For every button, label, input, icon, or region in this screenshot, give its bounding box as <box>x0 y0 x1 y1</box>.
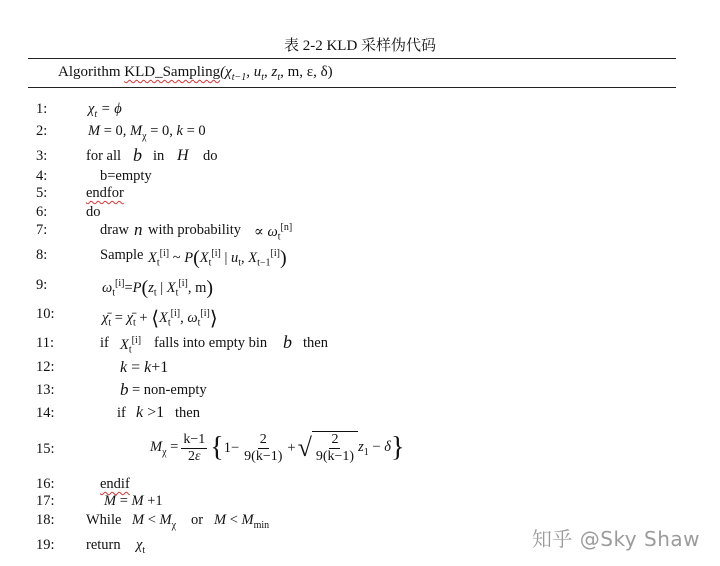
line-number: 1: <box>36 101 48 117</box>
line-number: 2: <box>36 123 48 139</box>
keyword: draw <box>100 222 129 238</box>
keyword: for all <box>86 148 122 164</box>
line-number: 3: <box>36 148 48 164</box>
keyword: return <box>86 537 121 553</box>
line-number: 4: <box>36 168 48 184</box>
line-number: 11: <box>36 335 54 351</box>
params-chi: ($\chi_{t-1}$, $u_t$, $z_t$, <box>220 64 288 83</box>
var: H <box>177 147 189 164</box>
line-code: $\chī_t$ = $\chī_t$ + $⟨X_t[i]$, $\omega_t[i]⟩$ <box>102 308 218 330</box>
line-number: 15: <box>36 441 55 457</box>
algorithm-header <box>58 61 333 89</box>
line-code: ∝ $\omega_t[n]$ <box>254 222 293 243</box>
line-number: 14: <box>36 405 55 421</box>
line-number: 6: <box>36 204 48 220</box>
watermark: 知乎 @Sky Shaw <box>531 527 700 551</box>
line-code: $M < M_{min}$ <box>214 512 270 531</box>
keyword: in <box>153 148 165 164</box>
line-number: 9: <box>36 277 48 293</box>
keyword: if <box>100 335 109 351</box>
line-15 <box>0 428 720 468</box>
keyword: While <box>86 512 122 528</box>
line-number: 5: <box>36 185 48 201</box>
var: b <box>133 145 142 165</box>
line-number: 19: <box>36 537 55 553</box>
line-number: 13: <box>36 382 55 398</box>
line-code: k = k+1 <box>120 359 169 376</box>
keyword: then <box>303 335 328 351</box>
algorithm-name: KLD_Sampling <box>124 64 221 80</box>
params-rest: m, ε, δ) <box>287 64 333 80</box>
keyword: or <box>191 512 204 528</box>
line-code: $X_t[i]$ ~ $P(X_t[i]$ | $u_t$, $X_{t-1}[i]$) <box>148 247 287 269</box>
keyword: falls into empty bin <box>154 335 268 351</box>
algorithm-keyword: Algorithm <box>58 64 125 80</box>
header-rule <box>28 87 676 88</box>
line-code: $\chi_t$ <box>136 537 146 556</box>
line-code: $M < M_\chi$ <box>132 512 177 531</box>
formula: $M_\chi$ = $\frac{k-1}{2\varepsilon}$ { 1− $\frac{2}{9(k-1)}$ + √ $\frac{2}{9(k-1)}$ $z_1 - \delta$ } <box>150 431 405 464</box>
line-number: 16: <box>36 476 55 492</box>
line-number: 17: <box>36 493 55 509</box>
fraction: $\frac{k-1}{2\varepsilon}$ <box>183 431 206 464</box>
top-rule <box>28 58 676 59</box>
line-number: 7: <box>36 222 48 238</box>
keyword: Sample <box>100 247 144 263</box>
keyword: then <box>175 405 200 421</box>
line-number: 8: <box>36 247 48 263</box>
line-code: $\chi_t = \phi$ <box>88 101 122 120</box>
keyword: do <box>203 148 218 164</box>
keyword: if <box>117 405 126 421</box>
line-code: do <box>86 204 101 220</box>
line-code: k >1 <box>136 404 165 421</box>
line-code: endif <box>100 476 130 492</box>
line-code: M = 0, $M_\chi = 0$, k = 0 <box>88 123 206 142</box>
line-number: 12: <box>36 359 55 375</box>
var: b <box>283 332 292 352</box>
table-caption: 表 2-2 KLD 采样伪代码 <box>283 38 437 54</box>
line-code: b=empty <box>100 168 152 184</box>
line-number: 10: <box>36 306 55 322</box>
line-number: 18: <box>36 512 55 528</box>
fraction: $\frac{2}{9(k-1)}$ <box>315 432 355 464</box>
line-code: $\omega_t[i]=P(z_t$ | $X_t[i]$, m) <box>102 277 214 299</box>
var: $X_t[i]$ <box>120 335 142 356</box>
line-code: = non-empty <box>132 382 207 398</box>
line-code: endfor <box>86 185 124 201</box>
var: n <box>134 220 143 239</box>
fraction: $\frac{2}{9(k-1)}$ <box>244 431 283 464</box>
var: b <box>120 380 129 399</box>
line-code: M = M +1 <box>104 493 163 509</box>
keyword: with probability <box>148 222 242 238</box>
